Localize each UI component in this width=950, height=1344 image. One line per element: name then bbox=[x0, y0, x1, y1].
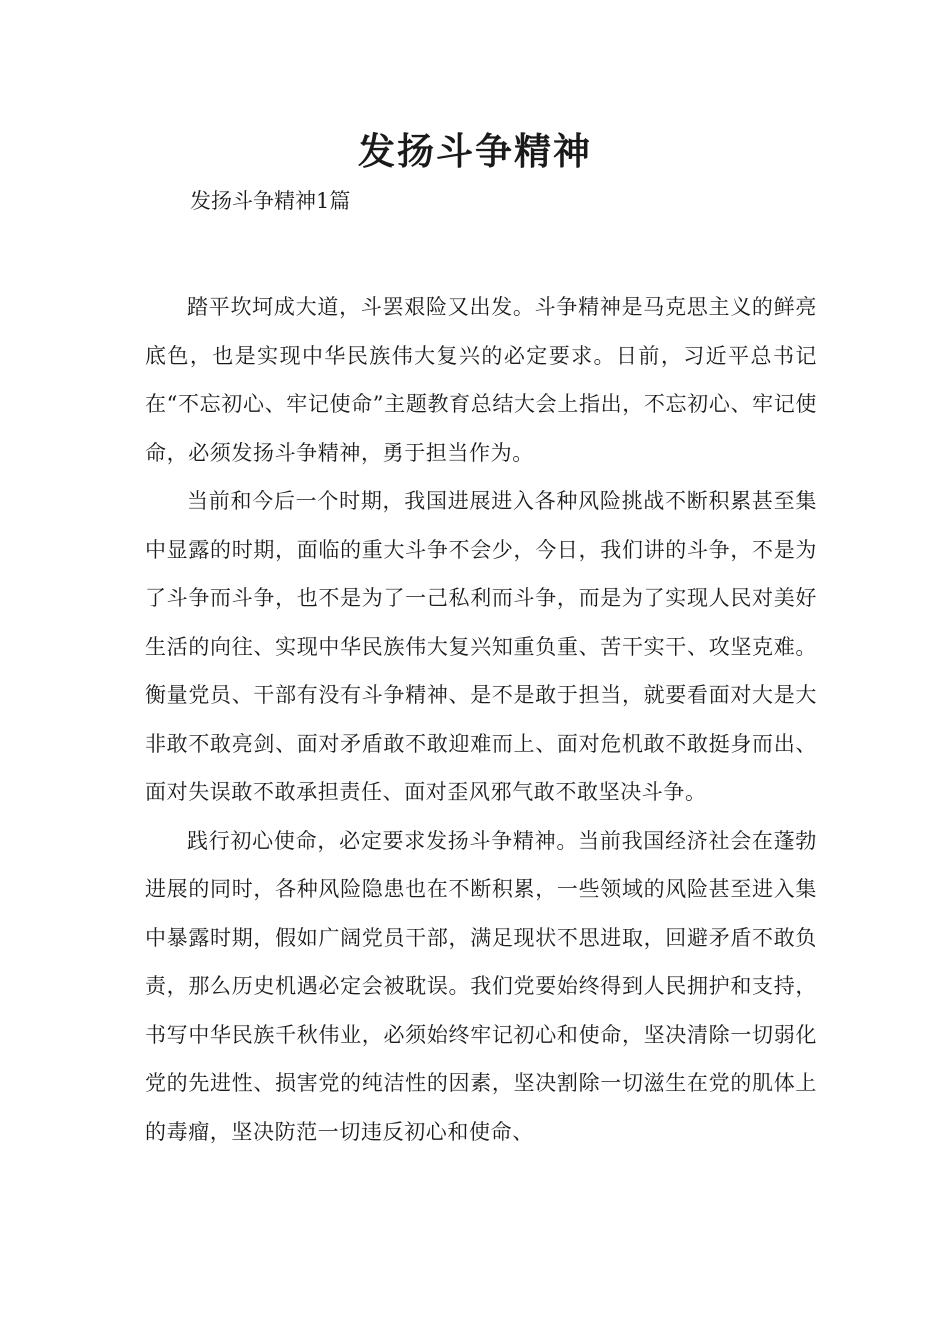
document-subtitle: 发扬斗争精神1篇 bbox=[190, 189, 351, 213]
paragraph-1: 踏平坎坷成大道，斗罢艰险又出发。斗争精神是马克思主义的鲜亮底色，也是实现中华民族伟大复兴的必定要求。日前，习近平总书记在“不忘初心、牢记使命”主题教育总结大会上指出，不忘初心、牢记使命，必须发扬斗争精神，勇于担当作为。 bbox=[145, 295, 817, 465]
document-title: 发扬斗争精神 bbox=[358, 130, 592, 173]
paragraph-3: 践行初心使命，必定要求发扬斗争精神。当前我国经济社会在蓬勃进展的同时，各种风险隐患也在不断积累，一些领域的风险甚至进入集中暴露时期，假如广阔党员干部，满足现状不思进取，回避矛盾不敢负责，那么历史机遇必定会被耽误。我们党要始终得到人民拥护和支持，书写中华民族千秋伟业，必须始终牢记初心和使命，坚决清除一切弱化党的先进性、损害党的纯洁性的因素，坚决割除一切滋生在党的肌体上的毒瘤，坚决防范一切违反初心和使命、 bbox=[145, 828, 817, 1144]
document-body bbox=[145, 283, 817, 1156]
paragraph-2: 当前和今后一个时期，我国进展进入各种风险挑战不断积累甚至集中显露的时期，面临的重大斗争不会少，今日，我们讲的斗争，不是为了斗争而斗争，也不是为了一己私利而斗争，而是为了实现人民对美好生活的向往、实现中华民族伟大复兴知重负重、苦干实干、攻坚克难。衡量党员、干部有没有斗争精神、是不是敢于担当，就要看面对大是大非敢不敢亮剑、面对矛盾敢不敢迎难而上、面对危机敢不敢挺身而出、面对失误敢不敢承担责任、面对歪风邪气敢不敢坚决斗争。 bbox=[145, 489, 817, 804]
